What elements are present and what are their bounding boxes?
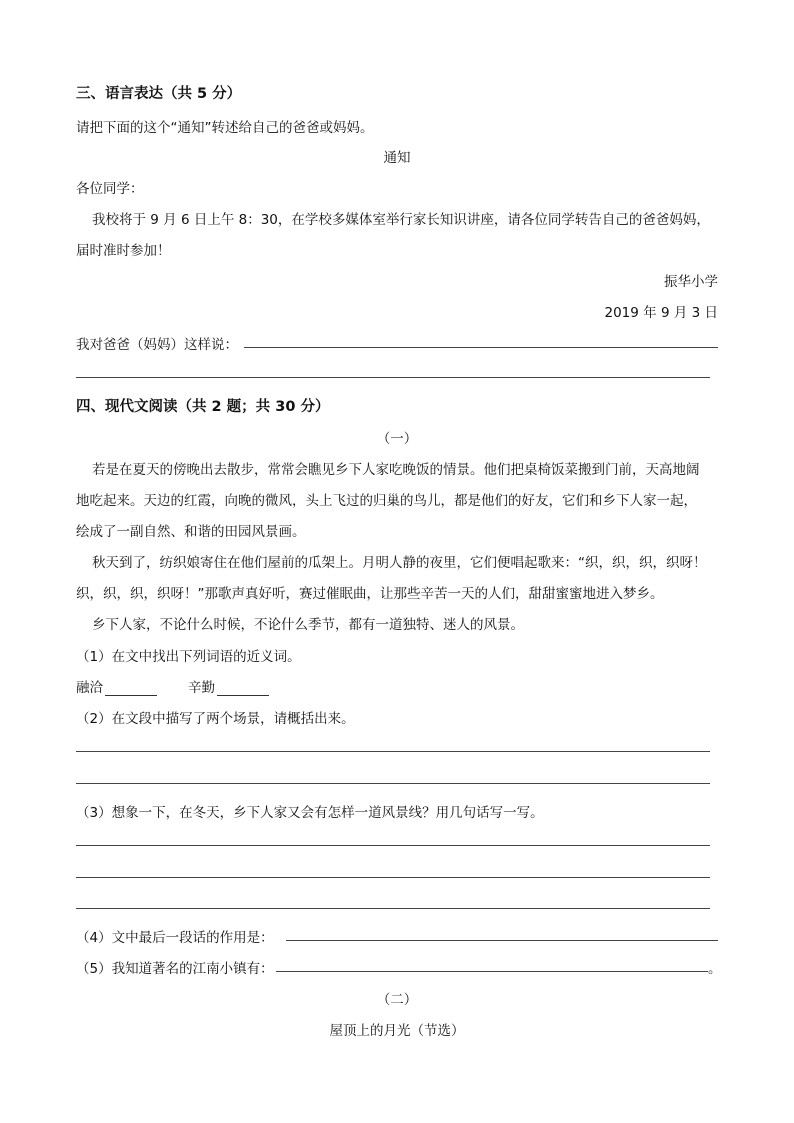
q1-answer2-blank[interactable] [217,681,269,696]
answer-line[interactable] [76,877,710,878]
q5-period: 。 [708,961,722,977]
question-3: （3）想象一下，在冬天，乡下人家又会有怎样一道风景线？用几句话写一写。 [76,805,544,821]
passage-line: 织，织，织，织呀！”那歌声真好听，赛过催眠曲，让那些辛苦一天的人们，甜甜蜜蜜地进入梦乡。 [76,586,664,602]
passage-line: 地吃起来。天边的红霞，向晚的微风，头上飞过的归巢的鸟儿，都是他们的好友，它们和乡下人家一起， [76,493,697,509]
part2-title: 屋顶上的月光（节选） [329,1023,465,1039]
passage-line: 绘成了一副自然、和谐的田园风景画。 [76,524,306,540]
answer-line[interactable] [76,377,710,378]
part1-label: （一） [376,431,418,447]
q1-word2: 辛勤 [188,680,215,696]
notice-body-line2: 届时准时参加！ [76,243,171,259]
section3-heading: 三、语言表达（共 5 分） [76,86,242,102]
question-4: （4）文中最后一段话的作用是： [76,930,274,946]
q1-word1-row [76,676,157,696]
passage-line: 秋天到了，纺织娘寄住在他们屋前的瓜架上。月明人静的夜里，它们便唱起歌来：“织，织，织，织呀！ [92,555,707,571]
q4-answer-line[interactable] [286,940,718,941]
answer-line[interactable] [76,845,710,846]
answer-prompt: 我对爸爸（妈妈）这样说： [76,337,238,353]
notice-salutation: 各位同学： [76,181,144,197]
answer-line[interactable] [76,908,710,909]
answer-line[interactable] [76,783,710,784]
passage-line: 乡下人家，不论什么时候，不论什么季节，都有一道独特、迷人的风景。 [92,617,524,633]
notice-body-line1: 我校将于 9 月 6 日上午 8：30，在学校多媒体室举行家长知识讲座，请各位同学转告自己的爸爸妈妈， [92,212,710,228]
answer-line[interactable] [76,751,710,752]
q1-answer1-blank[interactable] [105,681,157,696]
question-2: （2）在文段中描写了两个场景，请概括出来。 [76,711,355,727]
notice-signature: 振华小学 [664,274,718,290]
part2-label: （二） [376,992,418,1008]
notice-date: 2019 年 9 月 3 日 [604,305,718,321]
notice-title: 通知 [383,150,411,166]
q1-word1: 融洽 [76,680,103,696]
answer-line[interactable] [244,347,718,348]
q1-word2-row [188,676,269,696]
question-1: （1）在文中找出下列词语的近义词。 [76,649,301,665]
q5-answer-line[interactable] [276,971,708,972]
section4-heading: 四、现代文阅读（共 2 题；共 30 分） [76,399,330,415]
section3-instruction: 请把下面的这个“通知”转述给自己的爸爸或妈妈。 [76,120,374,136]
question-5: （5）我知道著名的江南小镇有： [76,961,274,977]
passage-line: 若是在夏天的傍晚出去散步，常常会瞧见乡下人家吃晚饭的情景。他们把桌椅饭菜搬到门前，天高地阔 [92,462,700,478]
